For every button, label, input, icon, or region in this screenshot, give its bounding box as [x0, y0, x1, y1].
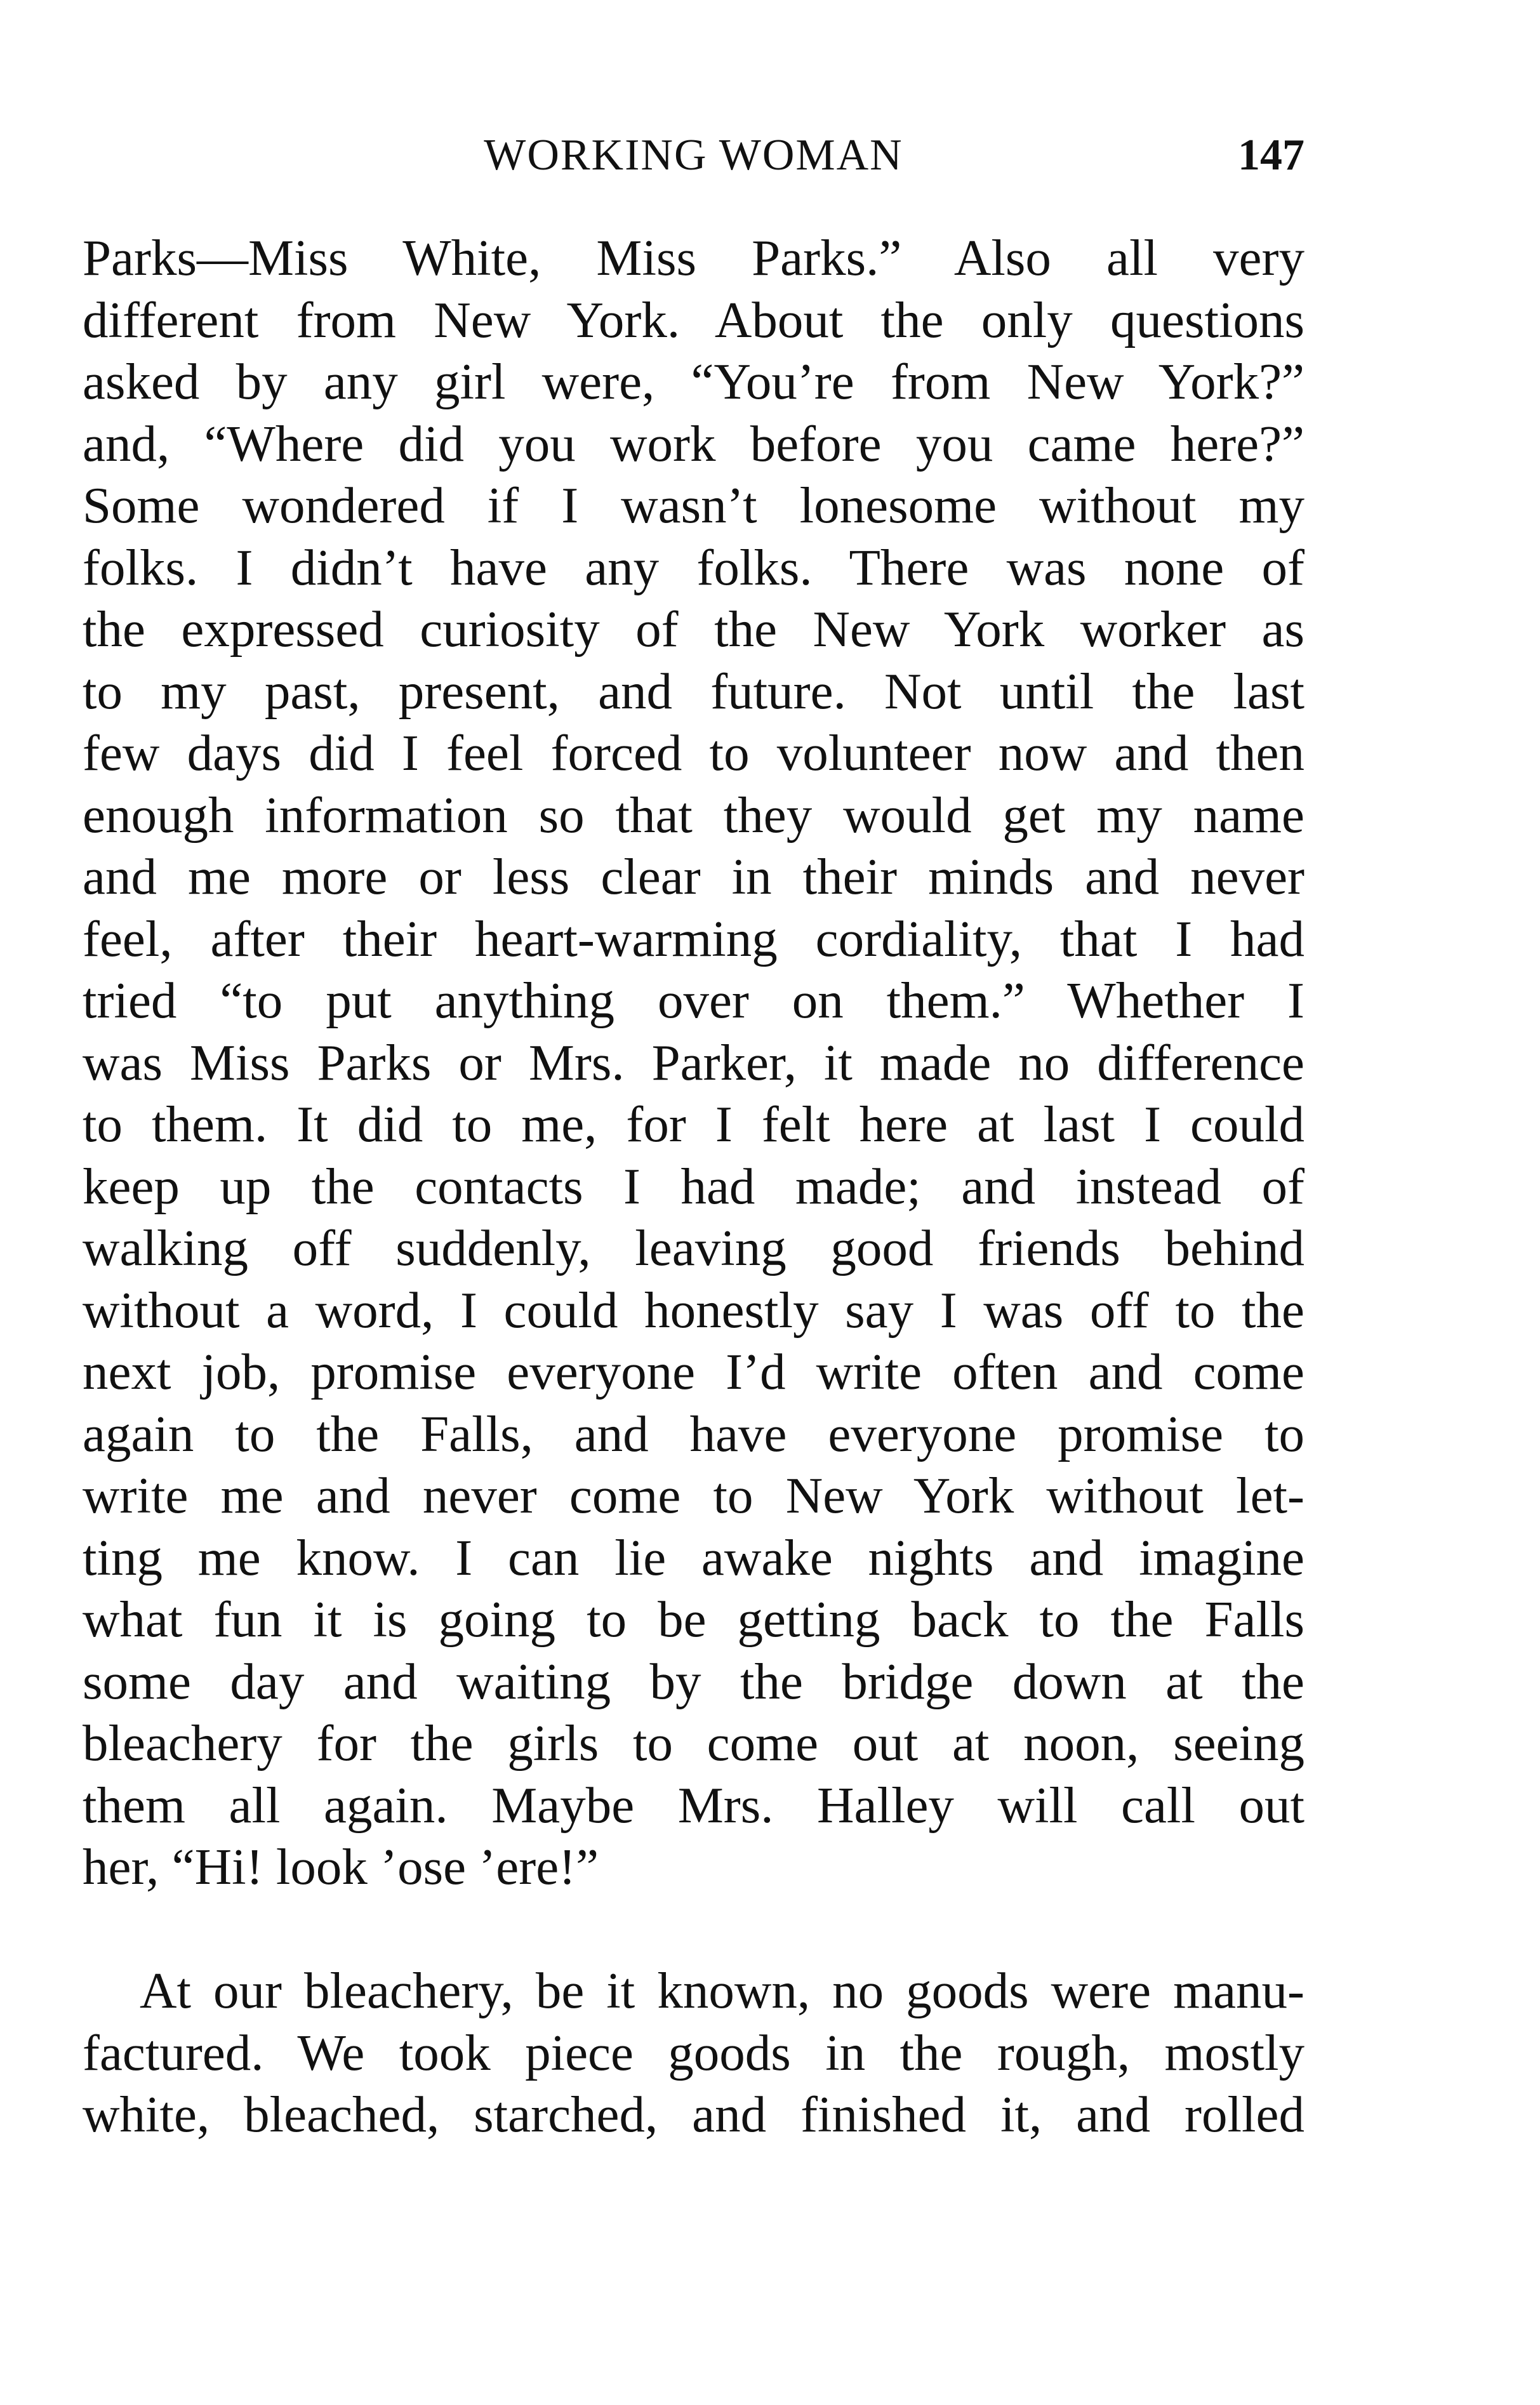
paragraph-spacer	[83, 1898, 1304, 1961]
text-line: different from New York. About the only questions	[83, 291, 1304, 348]
text-line: and, “Where did you work before you came here?”	[83, 414, 1304, 472]
text-line: Parks—Miss White, Miss Parks.” Also all very	[83, 229, 1304, 286]
text-line: keep up the contacts I had made; and instead of	[83, 1157, 1304, 1215]
page-header	[83, 130, 1304, 187]
text-line: write me and never come to New York without let-	[83, 1467, 1304, 1524]
text-line: factured. We took piece goods in the rough, mostly	[83, 2024, 1304, 2081]
paragraph-2	[83, 1960, 1304, 2146]
text-line: without a word, I could honestly say I was off to the	[83, 1281, 1304, 1339]
text-line: her, “Hi! look ’ose ’ere!”	[83, 1838, 599, 1895]
text-line: again to the Falls, and have everyone promise to	[83, 1405, 1304, 1462]
text-line: feel, after their heart-warming cordiality, that I had	[83, 910, 1304, 967]
text-line: them all again. Maybe Mrs. Halley will call out	[83, 1776, 1304, 1834]
text-line: white, bleached, starched, and finished it, and rolled	[83, 2086, 1304, 2143]
running-title: WORKING WOMAN	[484, 131, 903, 180]
text-line: asked by any girl were, “You’re from New York?”	[83, 353, 1304, 410]
text-line: few days did I feel forced to volunteer now and then	[83, 724, 1304, 781]
text-line: next job, promise everyone I’d write often and come	[83, 1343, 1304, 1400]
text-line: ting me know. I can lie awake nights and imagine	[83, 1528, 1304, 1586]
text-line: bleachery for the girls to come out at noon, seeing	[83, 1714, 1304, 1772]
body-text	[83, 227, 1304, 2146]
text-line: and me more or less clear in their minds and never	[83, 848, 1304, 905]
text-line: was Miss Parks or Mrs. Parker, it made no difference	[83, 1033, 1304, 1091]
text-line: to my past, present, and future. Not until the last	[83, 662, 1304, 720]
text-line: At our bleachery, be it known, no goods were manu-	[140, 1962, 1304, 2019]
text-line: walking off suddenly, leaving good friends behind	[83, 1219, 1304, 1276]
page-number: 147	[1238, 131, 1304, 180]
text-line: some day and waiting by the bridge down at the	[83, 1652, 1304, 1710]
text-line: tried “to put anything over on them.” Whether I	[83, 972, 1304, 1029]
text-line: to them. It did to me, for I felt here at last I could	[83, 1096, 1304, 1153]
text-line: the expressed curiosity of the New York worker as	[83, 600, 1304, 658]
text-line: what fun it is going to be getting back to the Falls	[83, 1591, 1304, 1648]
text-line: Some wondered if I wasn’t lonesome without my	[83, 477, 1304, 534]
text-line: folks. I didn’t have any folks. There was none of	[83, 538, 1304, 596]
text-line: enough information so that they would get my name	[83, 786, 1304, 844]
paragraph-1	[83, 227, 1304, 1898]
